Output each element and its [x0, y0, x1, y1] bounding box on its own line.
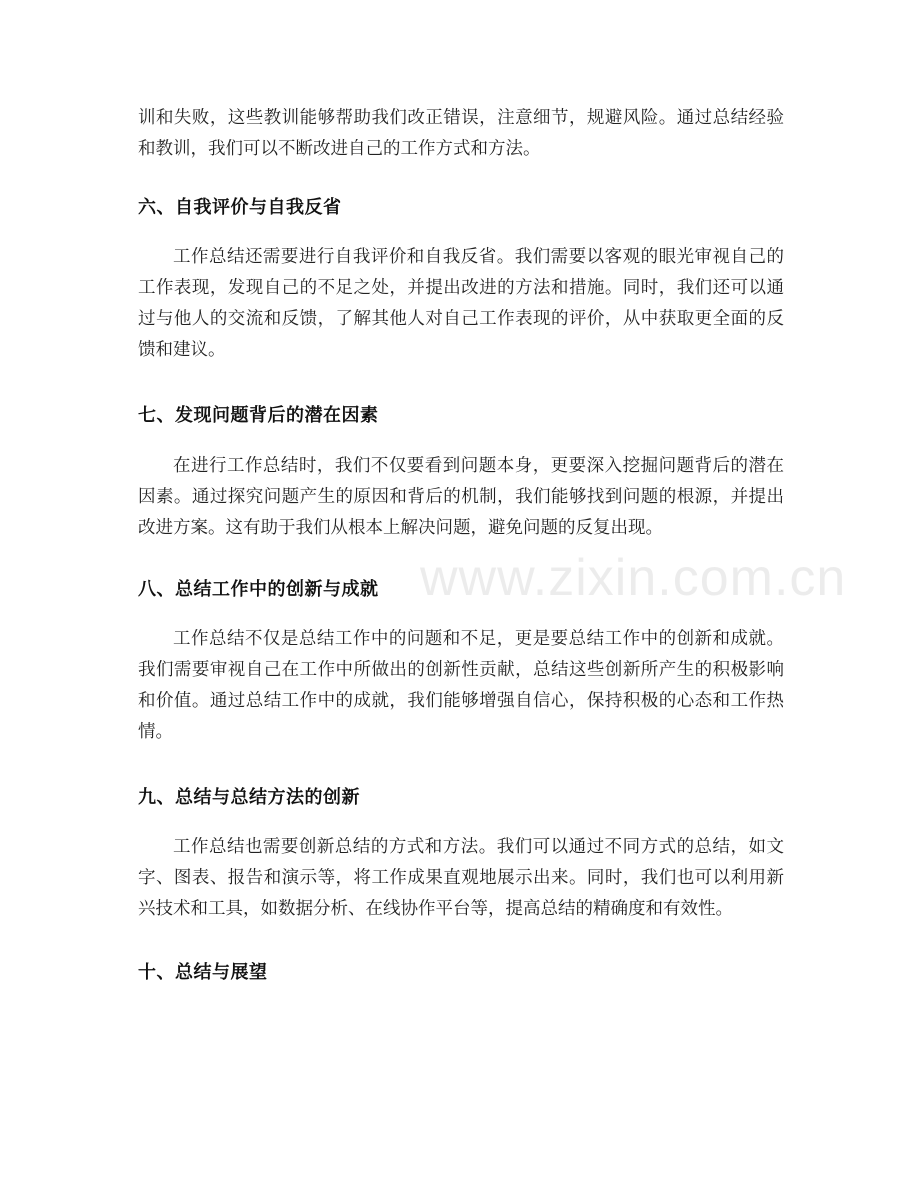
section-7-body-block — [138, 451, 784, 544]
section-10-heading: 十、总结与展望 — [138, 962, 268, 983]
section-8-heading: 八、总结工作中的创新与成就 — [138, 579, 379, 600]
intro-paragraph-block — [138, 103, 784, 165]
section-9-heading-block — [138, 786, 784, 810]
section-7-heading-block — [138, 404, 784, 428]
intro-paragraph: 训和失败，这些教训能够帮助我们改正错误，注意细节，规避风险。通过总结经验和教训，我们可以不断改进自己的工作方式和方法。 — [138, 108, 784, 159]
section-8-body-block — [138, 624, 784, 748]
section-9-body: 工作总结也需要创新总结的方式和方法。我们可以通过不同方式的总结，如文字、图表、报告和演示等，将工作成果直观地展示出来。同时，我们也可以利用新兴技术和工具，如数据分析、在线协作平台等，提高总结的精确度和有效性。 — [138, 837, 784, 919]
section-9-heading: 九、总结与总结方法的创新 — [138, 787, 360, 808]
section-6-body: 工作总结还需要进行自我评价和自我反省。我们需要以客观的眼光审视自己的工作表现，发现自己的不足之处，并提出改进的方法和措施。同时，我们还可以通过与他人的交流和反馈，了解其他人对自己工作表现的评价，从中获取更全面的反馈和建议。 — [138, 247, 784, 360]
section-7-heading: 七、发现问题背后的潜在因素 — [138, 405, 379, 426]
watermark: www.zixin.com.cn — [420, 549, 847, 607]
section-10-heading-block — [138, 961, 784, 985]
section-9-body-block — [138, 832, 784, 925]
section-7-body: 在进行工作总结时，我们不仅要看到问题本身，更要深入挖掘问题背后的潜在因素。通过探究问题产生的原因和背后的机制，我们能够找到问题的根源，并提出改进方案。这有助于我们从根本上解决问题，避免问题的反复出现。 — [138, 456, 784, 538]
section-6-heading-block — [138, 196, 784, 220]
section-6-body-block — [138, 242, 784, 366]
section-6-heading: 六、自我评价与自我反省 — [138, 197, 342, 218]
section-8-body: 工作总结不仅是总结工作中的问题和不足，更是要总结工作中的创新和成就。我们需要审视自己在工作中所做出的创新性贡献，总结这些创新所产生的积极影响和价值。通过总结工作中的成就，我们能够增强自信心，保持积极的心态和工作热情。 — [138, 629, 784, 742]
section-8-heading-block — [138, 578, 784, 602]
